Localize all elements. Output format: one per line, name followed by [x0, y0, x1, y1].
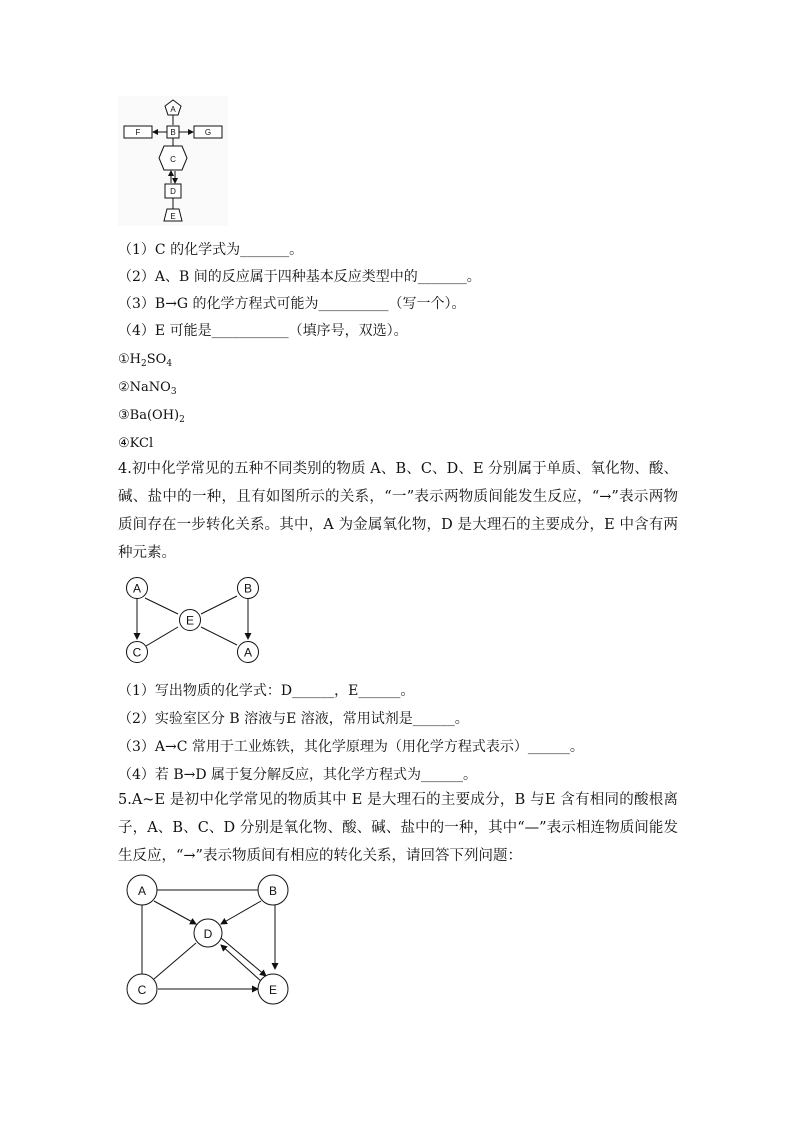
- q3-item-4: （4）E 可能是___________（填序号，双选）。: [118, 323, 408, 339]
- node-a-label: A: [170, 105, 176, 114]
- line-e-b: [201, 596, 237, 614]
- node-e-label: E: [268, 983, 278, 997]
- node-f-label: F: [135, 128, 141, 137]
- q3-option-2: ②NaNO$_3$: [118, 380, 177, 397]
- q3-option-4: ④KCl: [118, 436, 154, 451]
- line-e-a2: [201, 627, 237, 645]
- q3-option-1: $①H_2SO_4$: [118, 352, 173, 369]
- node-c-label: C: [132, 645, 142, 660]
- node-b-label: B: [243, 581, 253, 596]
- q3-option-3: $③Ba(OH)_2$: [118, 408, 185, 425]
- q3-item-1: （1）C 的化学式为_______。: [118, 242, 304, 258]
- q3-item-2: （2）A、B 间的反应属于四种基本反应类型中的_______。: [118, 269, 481, 285]
- node-d-label: D: [170, 187, 176, 196]
- line-a-e: [145, 598, 178, 614]
- q4-item-2: （2）实验室区分 B 溶液与E 溶液，常用试剂是______。: [118, 711, 469, 727]
- node-b-label: B: [170, 128, 176, 137]
- figure-q3-relation-diagram: [118, 96, 228, 226]
- node-c-label: C: [137, 983, 147, 997]
- arrow-e-to-d: [221, 945, 262, 982]
- node-e-label: E: [185, 613, 195, 628]
- line-d-c: [154, 943, 196, 979]
- q4-stem: 4.初中化学常见的五种不同类别的物质 A、B、C、D、E 分别属于单质、氧化物、酸、碱、盐中的一种，且有如图所示的关系，“一”表示两物质间能发生反应，“→”表示两物质间存在一步转化关系。其中，A 为金属氧化物，D 是大理石的主要成分，E 中含有两种元素。: [118, 461, 678, 561]
- arrow-a-to-d: [154, 901, 196, 924]
- node-a-label: A: [137, 884, 147, 898]
- node-a-label: A: [132, 581, 142, 596]
- q4-item-1: （1）写出物质的化学式：D______，E______。: [118, 683, 415, 699]
- line-e-c: [146, 627, 178, 646]
- arrow-b-to-d: [221, 901, 261, 924]
- q4-item-3: （3）A→C 常用于工业炼铁，其化学原理为（用化学方程式表示）______。: [118, 739, 584, 755]
- figure-q5-relation-diagram: [124, 872, 294, 1007]
- figure-q4-relation-diagram: [120, 572, 270, 670]
- node-d-label: D: [203, 927, 213, 941]
- node-b-label: B: [268, 884, 278, 898]
- node-e-label: E: [170, 212, 176, 221]
- q3-item-3: （3）B→G 的化学方程式可能为__________（写一个）。: [118, 296, 466, 312]
- q4-item-4: （4）若 B→D 属于复分解反应，其化学方程式为______。: [118, 767, 478, 783]
- arrow-d-to-e: [221, 938, 266, 976]
- q5-stem: 5.A~E 是初中化学常见的物质其中 E 是大理石的主要成分，B 与E 含有相同的酸根离子，A、B、C、D 分别是氧化物、酸、碱、盐中的一种，其中“—”表示相连物质间能发生反应，“→”表示物质间有相应的转化关系，请回答下列问题：: [118, 792, 678, 864]
- node-c-label: C: [170, 155, 176, 164]
- node-g-label: G: [204, 128, 212, 137]
- node-a2-label: A: [243, 645, 253, 660]
